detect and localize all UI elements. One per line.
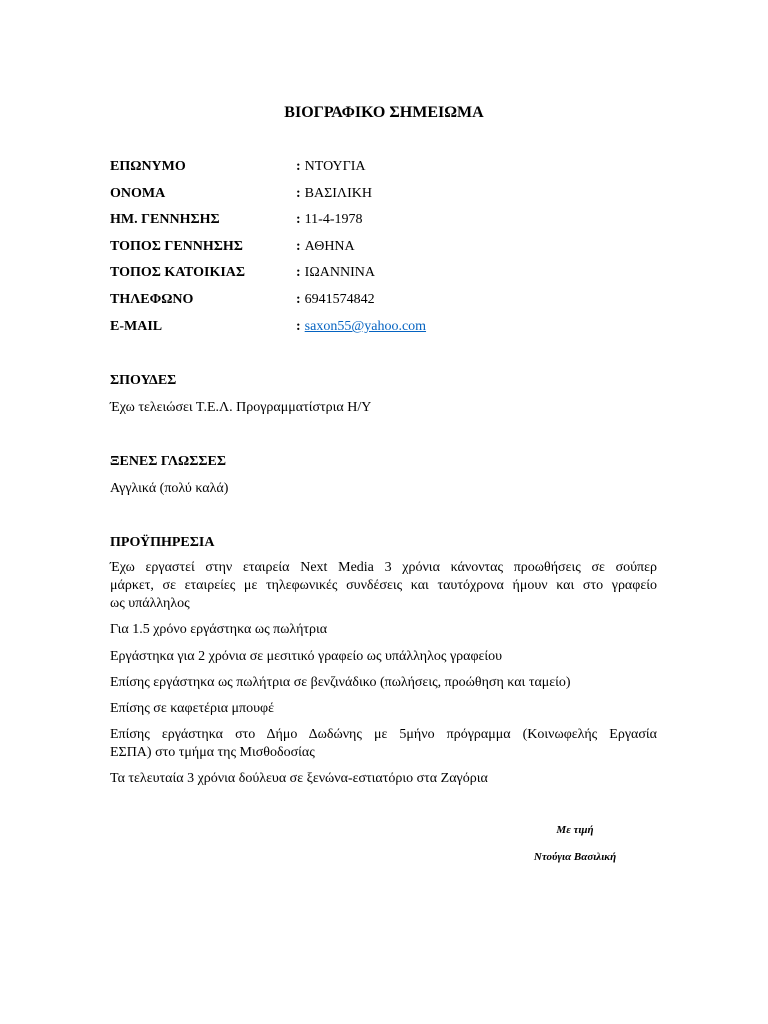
experience-line: μάρκετ, σε εταιρείες με τηλεφωνικές συνδέσεις και ταυτόχρονα ήμουν και στο γραφείο (110, 578, 657, 593)
experience-item (110, 559, 657, 613)
separator: : (296, 186, 301, 201)
field-value-container (296, 291, 375, 309)
personal-row-surname (110, 158, 657, 176)
separator: : (296, 239, 301, 254)
experience-line: ΕΣΠΑ) στο τμήμα της Μισθοδοσίας (110, 745, 315, 760)
education-text: Έχω τελειώσει Τ.Ε.Λ. Προγραμματίστρια Η/Υ (110, 400, 372, 415)
experience-line: Εργάστηκα για 2 χρόνια σε μεσιτικό γραφείο ως υπάλληλος γραφείου (110, 649, 503, 664)
languages-heading: ΞΕΝΕΣ ΓΛΩΣΣΕΣ (110, 454, 227, 469)
separator: : (296, 319, 301, 334)
field-label: E-MAIL (110, 319, 163, 334)
experience-line: ως υπάλληλος (110, 596, 190, 611)
education-heading: ΣΠΟΥΔΕΣ (110, 373, 177, 388)
experience-item (110, 648, 657, 666)
experience-line: Επίσης εργάστηκα στο Δήμο Δωδώνης με 5μήνο πρόγραμμα (Κοινωφελής Εργασία (110, 727, 657, 742)
experience-line: Επίσης σε καφετέρια μπουφέ (110, 701, 275, 716)
experience-line: Για 1.5 χρόνο εργάστηκα ως πωλήτρια (110, 622, 328, 637)
field-value: ΝΤΟΥΓΙΑ (304, 159, 366, 174)
separator: : (296, 212, 301, 227)
experience-item (110, 770, 657, 788)
field-label: ΕΠΩΝΥΜΟ (110, 159, 186, 174)
signature-closing: Με τιμή (556, 824, 594, 836)
field-value: 11-4-1978 (304, 212, 363, 227)
field-value-container (296, 264, 375, 282)
field-value: ΑΘΗΝΑ (304, 239, 355, 254)
signature-name: Ντούγια Βασιλική (533, 851, 617, 863)
field-value: ΒΑΣΙΛΙΚΗ (304, 186, 372, 201)
field-value-container (296, 211, 362, 229)
field-value: ΙΩΑΝΝΙΝΑ (304, 265, 375, 280)
experience-line: Επίσης εργάστηκα ως πωλήτρια σε βενζινάδικο (πωλήσεις, προώθηση και ταμείο) (110, 675, 571, 690)
field-label: ΟΝΟΜΑ (110, 186, 166, 201)
personal-row-email (110, 318, 657, 336)
experience-item (110, 621, 657, 639)
experience-line: Τα τελευταία 3 χρόνια δούλευα σε ξενώνα-εστιατόριο στα Ζαγόρια (110, 771, 488, 786)
separator: : (296, 265, 301, 280)
field-value-container (296, 238, 355, 256)
field-value: 6941574842 (304, 292, 375, 307)
experience-item (110, 726, 657, 762)
field-label: ΤΟΠΟΣ ΓΕΝΝΗΣΗΣ (110, 239, 243, 254)
email-link[interactable]: saxon55@yahoo.com (304, 319, 427, 334)
experience-line: Έχω εργαστεί στην εταιρεία Next Media 3 χρόνια κάνοντας προωθήσεις σε σούπερ (110, 560, 657, 575)
field-value-container (296, 185, 372, 203)
field-label: ΤΟΠΟΣ ΚΑΤΟΙΚΙΑΣ (110, 265, 246, 280)
personal-row-phone (110, 291, 657, 309)
personal-row-birthdate (110, 211, 657, 229)
experience-item (110, 674, 657, 692)
document-title: ΒΙΟΓΡΑΦΙΚΟ ΣΗΜΕΙΩΜΑ (284, 104, 484, 121)
field-value-container (296, 318, 426, 336)
field-label: ΤΗΛΕΦΩΝΟ (110, 292, 194, 307)
separator: : (296, 292, 301, 307)
experience-item (110, 700, 657, 718)
languages-text: Αγγλικά (πολύ καλά) (110, 481, 229, 496)
experience-heading: ΠΡΟΫΠΗΡΕΣΙΑ (110, 535, 215, 550)
field-value-container (296, 158, 365, 176)
field-label: ΗΜ. ΓΕΝΝΗΣΗΣ (110, 212, 220, 227)
personal-row-name (110, 185, 657, 203)
separator: : (296, 159, 301, 174)
personal-row-birthplace (110, 238, 657, 256)
personal-row-residence (110, 264, 657, 282)
